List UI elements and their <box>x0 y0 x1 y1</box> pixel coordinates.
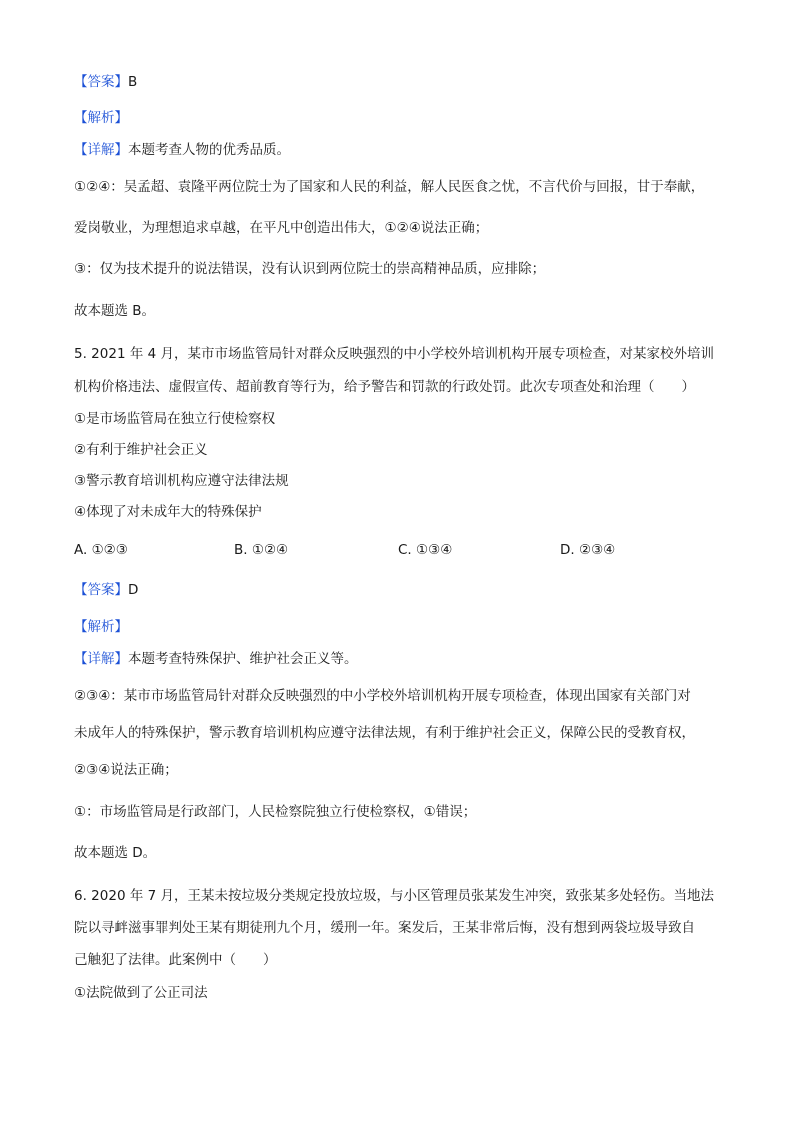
q4-detail-line <box>74 140 734 160</box>
q4-conclusion: 故本题选 B。 <box>74 303 156 319</box>
q5-stem-line1: 5. 2021 年 4 月，某市市场监管局针对群众反映强烈的中小学校外培训机构开展专项检查，对某家校外培训 <box>74 346 714 362</box>
q4-analysis-line <box>74 108 734 128</box>
q5-options <box>74 540 734 560</box>
q5-para2: ①：市场监管局是行政部门，人民检察院独立行使检察权，①错误； <box>74 804 477 820</box>
analysis-tag: 【解析】 <box>74 110 128 126</box>
answer-value: B <box>128 74 138 90</box>
detail-text: 本题考查人物的优秀品质。 <box>128 142 290 158</box>
q4-para1-line1: ①②④：吴孟超、袁隆平两位院士为了国家和人民的利益，解人民医食之忧，不言代价与回报，甘于奉献， <box>74 179 705 195</box>
q5-analysis-line <box>74 617 734 637</box>
answer-tag: 【答案】 <box>74 582 128 598</box>
analysis-tag: 【解析】 <box>74 619 128 635</box>
q5-detail-line <box>74 649 734 669</box>
q4-answer-line <box>74 72 734 92</box>
q5-item1: ①是市场监管局在独立行使检察权 <box>74 411 276 427</box>
answer-value: D <box>128 582 139 598</box>
q5-conclusion: 故本题选 D。 <box>74 845 157 861</box>
q5-para1-line1: ②③④：某市市场监管局针对群众反映强烈的中小学校外培训机构开展专项检查，体现出国家有关部门对 <box>74 688 691 704</box>
option-d: D. ②③④ <box>560 542 616 558</box>
q4-para2: ③：仅为技术提升的说法错误，没有认识到两位院士的崇高精神品质，应排除； <box>74 261 546 277</box>
q5-answer-line <box>74 580 734 600</box>
detail-tag: 【详解】 <box>74 651 128 667</box>
option-c: C. ①③④ <box>398 542 453 558</box>
q6-stem-line3: 己触犯了法律。此案例中（ ） <box>74 952 277 968</box>
q5-stem-line2: 机构价格违法、虚假宣传、超前教育等行为，给予警告和罚款的行政处罚。此次专项查处和治理（ ） <box>74 379 695 395</box>
q5-item3: ③警示教育培训机构应遵守法律法规 <box>74 473 289 489</box>
q5-item4: ④体现了对未成年大的特殊保护 <box>74 504 262 520</box>
detail-tag: 【详解】 <box>74 142 128 158</box>
q4-para1-line2: 爱岗敬业，为理想追求卓越，在平凡中创造出伟大，①②④说法正确； <box>74 220 489 236</box>
q6-stem-line2: 院以寻衅滋事罪判处王某有期徒刑九个月，缓刑一年。案发后，王某非常后悔，没有想到两袋垃圾导致自 <box>74 920 695 936</box>
q6-stem-line1: 6. 2020 年 7 月，王某未按垃圾分类规定投放垃圾，与小区管理员张某发生冲突，致张某多处轻伤。当地法 <box>74 888 714 904</box>
q6-item1: ①法院做到了公正司法 <box>74 985 208 1001</box>
option-b: B. ①②④ <box>234 542 289 558</box>
option-a: A. ①②③ <box>74 542 128 558</box>
q5-para1-line3: ②③④说法正确； <box>74 762 178 778</box>
q5-para1-line2: 未成年人的特殊保护，警示教育培训机构应遵守法律法规，有利于维护社会正义，保障公民的受教育权， <box>74 725 695 741</box>
answer-tag: 【答案】 <box>74 74 128 90</box>
detail-text: 本题考查特殊保护、维护社会正义等。 <box>128 651 358 667</box>
q5-item2: ②有利于维护社会正义 <box>74 442 208 458</box>
